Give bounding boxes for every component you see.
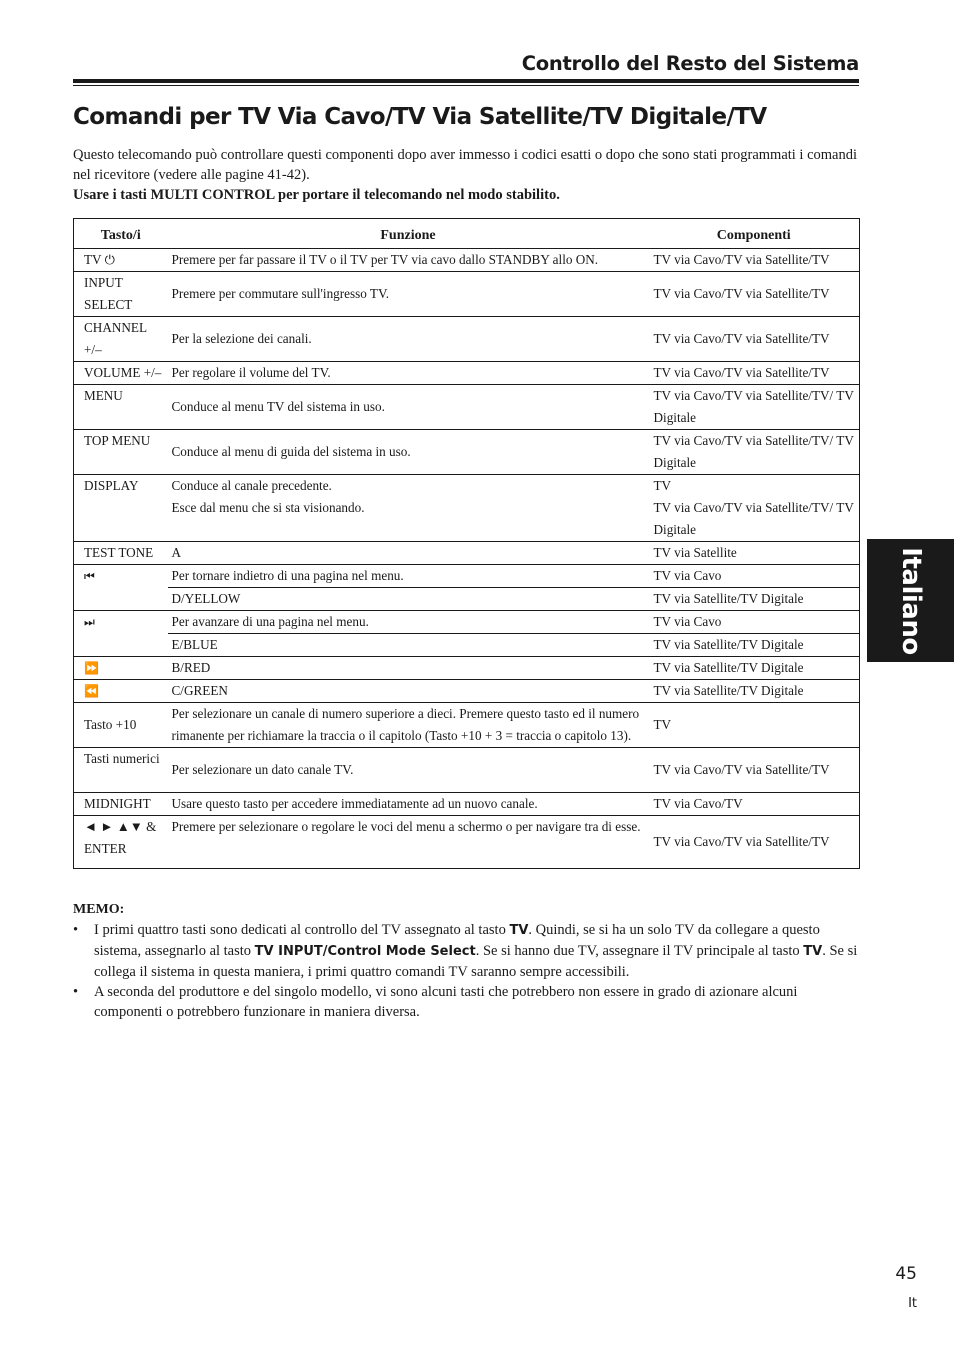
row-components: TV via Cavo/TV via Satellite/TV (649, 272, 860, 317)
row-function: Conduce al menu TV del sistema in uso. (168, 385, 649, 430)
row-key (74, 657, 168, 680)
table-row (74, 565, 860, 588)
row-key: Tasti numerici (74, 748, 168, 793)
table-row (74, 362, 860, 385)
header-function: Funzione (168, 219, 649, 249)
row-components: TV via Cavo/TV via Satellite/TV (649, 362, 860, 385)
row-function: Per regolare il volume del TV. (168, 362, 649, 385)
row-components: TV via Cavo/TV via Satellite/TV (649, 816, 860, 869)
row-key: INPUT SELECT (74, 272, 168, 317)
memo-list (73, 920, 863, 1022)
table-row (74, 588, 860, 611)
intro-text (73, 145, 863, 205)
row-key: MIDNIGHT (74, 793, 168, 816)
fast-forward-icon: ⏩ (84, 661, 97, 675)
row-components: TV via Satellite/TV Digitale (649, 634, 860, 657)
row-components: TV via Satellite/TV Digitale (649, 588, 860, 611)
row-function: Conduce al menu di guida del sistema in uso. (168, 430, 649, 475)
row-components: TV (649, 703, 860, 748)
page-number: 45 (895, 1264, 917, 1284)
row-function: E/BLUE (168, 634, 649, 657)
row-key: TEST TONE (74, 542, 168, 565)
header-rule-thick (73, 79, 859, 83)
memo-title: MEMO: (73, 902, 125, 917)
skip-forward-icon: ⏭ (84, 615, 93, 629)
row-components: TV via Satellite/TV Digitale (649, 657, 860, 680)
memo-text: . Se si hanno due TV, assegnare il TV principale al tasto (475, 943, 804, 959)
language-label: Italiano (895, 546, 926, 655)
memo-text: . Se si collega il sistema in questa maniera, i primi quattro comandi TV saranno sempre accessibili. (94, 943, 858, 980)
memo-section (73, 900, 863, 1022)
row-key: MENU (74, 385, 168, 430)
arrow-keys-label: ◄ ► ▲▼ & ENTER (84, 819, 157, 856)
row-key (74, 816, 168, 869)
row-components: TV via Satellite (649, 542, 860, 565)
row-components: TV (649, 475, 860, 498)
rewind-icon: ⏪ (84, 684, 97, 698)
row-key: TV ⏻ (74, 249, 168, 272)
table-row (74, 430, 860, 475)
row-function: Per selezionare un dato canale TV. (168, 748, 649, 793)
header-components: Componenti (649, 219, 860, 249)
row-key: DISPLAY (74, 475, 168, 542)
row-components: TV via Cavo/TV via Satellite/TV (649, 249, 860, 272)
table-header-row (74, 219, 860, 249)
table-row (74, 680, 860, 703)
row-key: VOLUME +/– (74, 362, 168, 385)
intro-instruction: Usare i tasti MULTI CONTROL per portare il telecomando nel modo stabilito. (73, 187, 560, 203)
row-key (74, 680, 168, 703)
table-row (74, 497, 860, 542)
table-row (74, 611, 860, 634)
memo-item (73, 920, 863, 982)
commands-table (73, 218, 860, 869)
row-function: Per avanzare di una pagina nel menu. (168, 611, 649, 634)
table-row (74, 317, 860, 362)
table-row (74, 748, 860, 793)
memo-key-tv: TV (509, 923, 529, 938)
table-row (74, 475, 860, 498)
language-side-tab (867, 539, 954, 662)
table-row (74, 634, 860, 657)
row-components: TV via Satellite/TV Digitale (649, 680, 860, 703)
page-language-code: It (908, 1296, 917, 1311)
row-function: Premere per commutare sull'ingresso TV. (168, 272, 649, 317)
intro-paragraph: Questo telecomando può controllare questi componenti dopo aver immesso i codici esatti o dopo che sono stati programmati i comandi nel ricevitore (vedere alle pagine 41-42). (73, 147, 858, 183)
memo-text: I primi quattro tasti sono dedicati al controllo del TV assegnato al tasto (94, 922, 510, 938)
row-key (74, 611, 168, 657)
row-components: TV via Cavo/TV via Satellite/TV/ TV Digitale (653, 500, 854, 537)
row-function: A (168, 542, 649, 565)
row-components: TV via Cavo (649, 565, 860, 588)
row-function: Per selezionare un canale di numero superiore a dieci. Premere questo tasto ed il numero rimanente per richiamare la traccia o il capitolo (Tasto +10 + 3 = traccia o capitolo 13). (168, 703, 649, 748)
table-row (74, 542, 860, 565)
row-components: TV via Cavo/TV (649, 793, 860, 816)
row-key: Tasto +10 (74, 703, 168, 748)
memo-text: . Quindi, se si ha un solo TV da collegare a questo sistema, assegnarlo al tasto (94, 922, 820, 959)
header-key: Tasto/i (74, 219, 168, 249)
table-row (74, 385, 860, 430)
row-function: Esce dal menu che si sta visionando. (171, 500, 365, 515)
bullet-icon: • (73, 922, 79, 938)
row-components: TV via Cavo/TV via Satellite/TV (649, 317, 860, 362)
memo-text: A seconda del produttore e del singolo modello, vi sono alcuni tasti che potrebbero non essere in grado di azionare alcuni componenti o potrebbero funzionare in maniera diversa. (94, 984, 798, 1020)
row-function: C/GREEN (168, 680, 649, 703)
row-function: Premere per selezionare o regolare le voci del menu a schermo o per navigare tra di esse. (168, 816, 649, 869)
table-row (74, 793, 860, 816)
row-function: Per la selezione dei canali. (168, 317, 649, 362)
table-row (74, 249, 860, 272)
memo-key-tv-input: TV INPUT/Control Mode Select (254, 944, 476, 959)
table-row (74, 703, 860, 748)
bullet-icon: • (73, 984, 79, 1000)
page-title: Comandi per TV Via Cavo/TV Via Satellite/TV Digitale/TV (73, 104, 767, 130)
row-function: D/YELLOW (168, 588, 649, 611)
skip-back-icon: ⏮ (84, 569, 93, 583)
table-row (74, 657, 860, 680)
row-function: Conduce al canale precedente. (168, 475, 649, 498)
row-components: TV via Cavo/TV via Satellite/TV (649, 748, 860, 793)
row-function: Premere per far passare il TV o il TV per TV via cavo dallo STANDBY allo ON. (168, 249, 649, 272)
header-rule-thin (73, 85, 859, 86)
row-function: Per tornare indietro di una pagina nel menu. (168, 565, 649, 588)
section-title: Controllo del Resto del Sistema (521, 52, 859, 75)
row-function: B/RED (168, 657, 649, 680)
memo-item (73, 982, 863, 1022)
memo-key-tv: TV (803, 944, 823, 959)
row-key (74, 565, 168, 611)
row-components: TV via Cavo/TV via Satellite/TV/ TV Digitale (649, 385, 860, 430)
row-function: Usare questo tasto per accedere immediatamente ad un nuovo canale. (168, 793, 649, 816)
row-components: TV via Cavo (649, 611, 860, 634)
table-row (74, 816, 860, 869)
row-key: TOP MENU (74, 430, 168, 475)
table-row (74, 272, 860, 317)
row-components: TV via Cavo/TV via Satellite/TV/ TV Digitale (649, 430, 860, 475)
row-key: CHANNEL +/– (74, 317, 168, 362)
